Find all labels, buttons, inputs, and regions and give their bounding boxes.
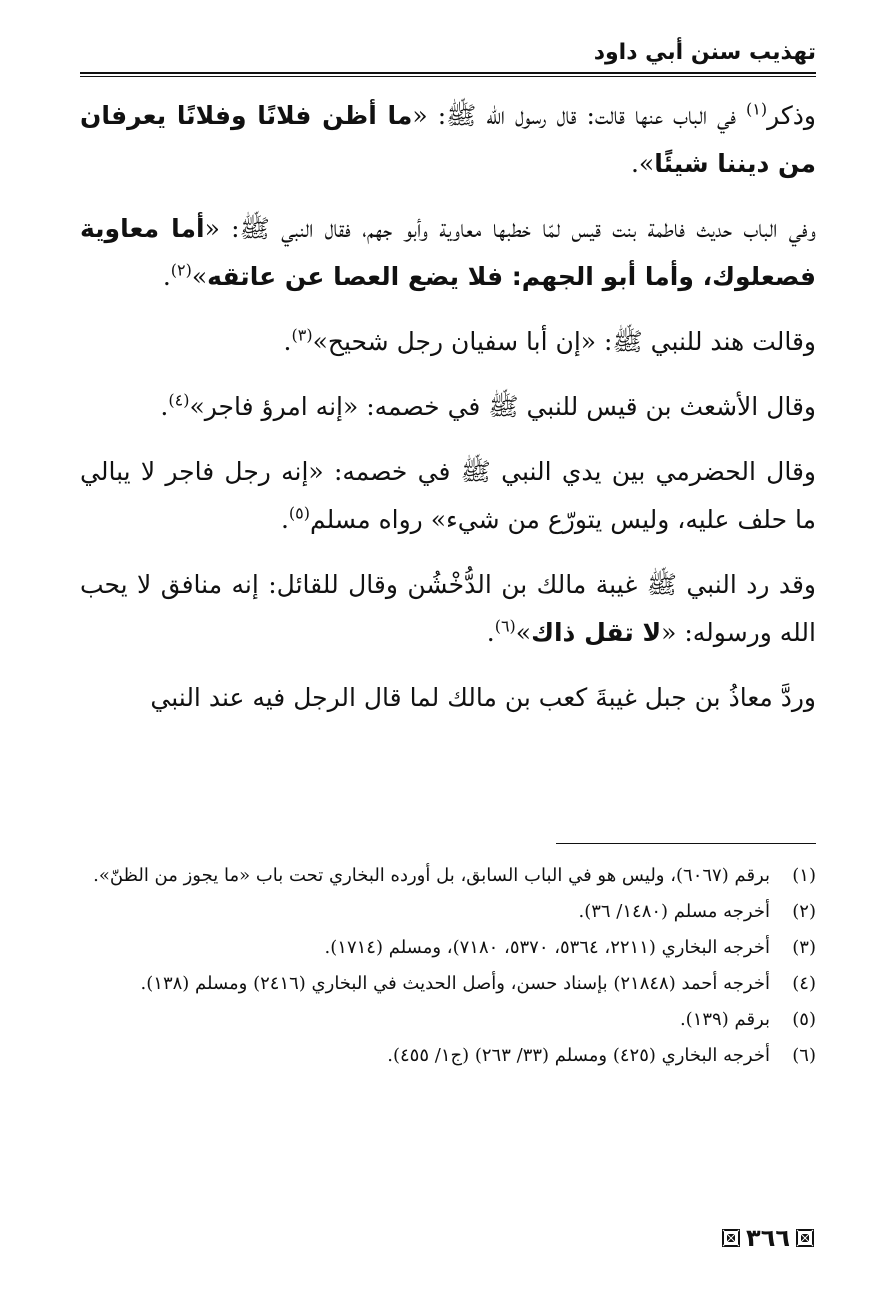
text-run: . — [283, 327, 292, 356]
bold-quote: ما أظن فلانًا وفلانًا يعرفان من ديننا شيئًا — [80, 101, 816, 178]
footnote-number: (٣) — [792, 937, 816, 958]
footnote-text: أخرجه البخاري (٤٢٥) ومسلم (٣٣/ ٢٦٣) (ج١/ ٤٥٥). — [387, 1045, 770, 1066]
text-run: ». — [630, 149, 655, 178]
paragraph-6 — [80, 561, 816, 657]
text-run: . — [160, 392, 169, 421]
text-run: وفي الباب حديث فاطمة بنت قيس لمّا خطبها معاوية وأبو جهم، فقال النبي ﷺ: « — [204, 214, 816, 243]
paragraph-2 — [80, 205, 816, 301]
footnote-ref-2[interactable]: (٢) — [170, 260, 192, 280]
footnote-item — [80, 966, 816, 1002]
text-run: في الباب عنها قالت: قال رسول الله ﷺ: « — [412, 101, 746, 130]
header-rule-thin — [80, 76, 816, 77]
bold-quote: لا تقل ذاك — [531, 618, 662, 647]
text-run: . — [486, 618, 495, 647]
text-run: » — [191, 262, 208, 291]
footnote-text: أخرجه أحمد (٢١٨٤٨) بإسناد حسن، وأصل الحديث في البخاري (٢٤١٦) ومسلم (١٣٨). — [140, 973, 770, 994]
footnote-number: (٤) — [792, 973, 816, 994]
footnote-item — [80, 930, 816, 966]
text-run: وذكر — [767, 101, 816, 130]
paragraph-1 — [80, 92, 816, 188]
footnote-number: (٦) — [792, 1045, 816, 1066]
footnote-ref-3[interactable]: (٣) — [291, 325, 313, 345]
page-folio — [722, 1224, 814, 1252]
footnote-ref-5[interactable]: (٥) — [288, 503, 311, 523]
paragraph-5 — [80, 448, 816, 544]
footnote-text: برقم (٦٠٦٧)، وليس هو في الباب السابق، بل أورده البخاري تحت باب «ما يجوز من الظنّ». — [93, 865, 770, 886]
footnote-number: (٥) — [792, 1009, 816, 1030]
footnote-text: أخرجه مسلم (١٤٨٠/ ٣٦). — [578, 901, 770, 922]
footnote-item — [80, 1038, 816, 1074]
square-ornament-icon — [796, 1229, 814, 1247]
text-run: » — [515, 618, 532, 647]
footnote-item — [80, 858, 816, 894]
text-run: . — [162, 262, 171, 291]
header-title: تهذيب سنن أبي داود — [593, 40, 816, 65]
footnote-ref-1[interactable]: (١) — [746, 99, 768, 119]
text-run: . — [280, 505, 289, 534]
text-run: وقال الحضرمي بين يدي النبي ﷺ في خصمه: «إنه رجل فاجر لا يبالي ما حلف عليه، وليس يتورّع من شيء» رواه مسلم — [80, 457, 816, 534]
paragraph-7 — [80, 674, 816, 722]
running-header — [80, 38, 816, 78]
footnote-number: (٢) — [792, 901, 816, 922]
footnote-text: أخرجه البخاري (٢٢١١، ٥٣٦٤، ٥٣٧٠، ٧١٨٠)، ومسلم (١٧١٤). — [324, 937, 770, 958]
paragraph-3 — [80, 318, 816, 366]
footnote-number: (١) — [792, 865, 816, 886]
footnote-ref-6[interactable]: (٦) — [494, 616, 516, 636]
footnote-ref-4[interactable]: (٤) — [168, 390, 190, 410]
footnotes — [80, 858, 816, 1074]
square-ornament-icon — [722, 1229, 740, 1247]
main-text — [80, 92, 816, 739]
text-run: وقال الأشعث بن قيس للنبي ﷺ في خصمه: «إنه امرؤ فاجر» — [189, 392, 816, 421]
footnote-text: برقم (١٣٩). — [679, 1009, 770, 1030]
footnote-separator — [556, 843, 816, 844]
text-run: وقالت هند للنبي ﷺ: «إن أبا سفيان رجل شحيح» — [312, 327, 816, 356]
footnote-item — [80, 894, 816, 930]
text-run: وقد رد النبي ﷺ غيبة مالك بن الدُّخْشُن وقال للقائل: إنه منافق لا يحب الله ورسوله: « — [80, 570, 816, 647]
bold-quote: أما معاوية فصعلوك، وأما أبو الجهم: فلا يضع العصا عن عاتقه — [80, 214, 816, 291]
header-rule — [80, 72, 816, 74]
page-number: ٣٦٦ — [746, 1224, 790, 1252]
paragraph-4 — [80, 383, 816, 431]
text-run: وردَّ معاذُ بن جبل غيبةَ كعب بن مالك لما قال الرجل فيه عند النبي — [150, 683, 816, 712]
footnote-item — [80, 1002, 816, 1038]
